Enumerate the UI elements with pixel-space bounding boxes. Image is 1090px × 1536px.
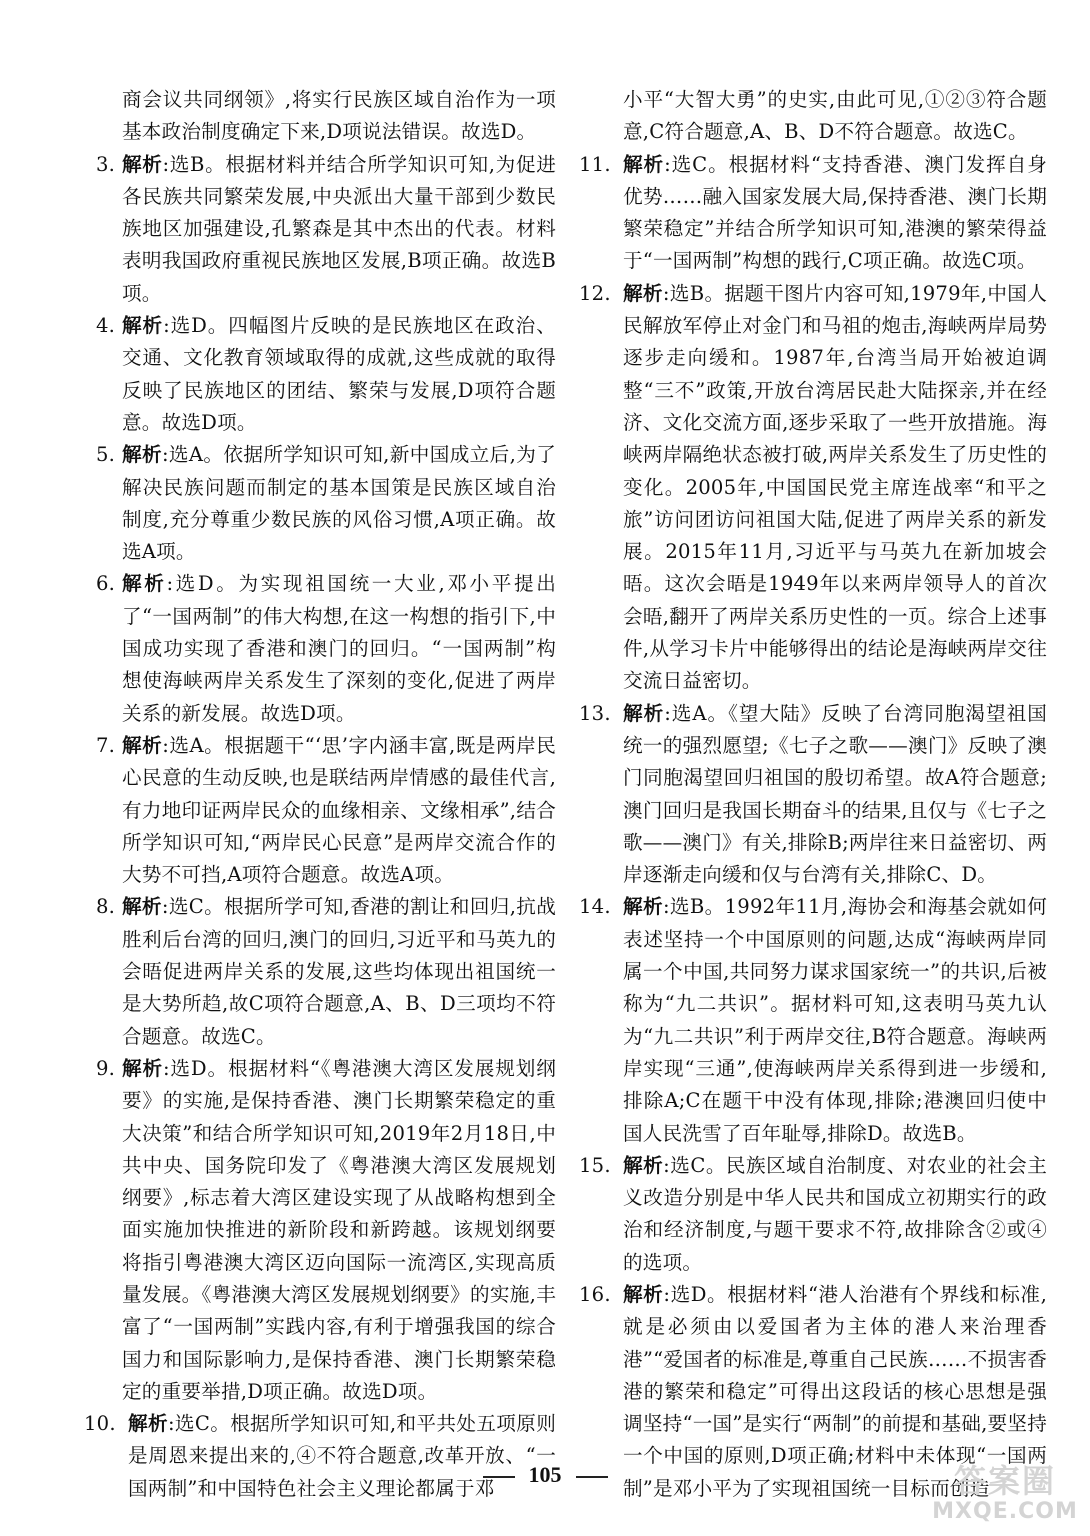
answer-text: :选D。根据材料“《粤港澳大湾区发展规划纲要》的实施,是保持香港、澳门长期繁荣稳定的重大决策”和结合所学知识可知,2019年2月18日,中共中央、国务院印发了《粤港澳大湾区发展规划纲要》,标志着大湾区建设实现了从战略构想到全面实施加快推进的新阶段和新跨越。该规划纲要将指引粤港澳大湾区迈向国际一流湾区,实现高质量发展。《粤港澳大湾区发展规划纲要》的实施,丰富了“一国两制”实践内容,有利于增强我国的综合国力和国际影响力,是保持香港、澳门长期繁荣稳定的重要举措,D项正确。故选D项。 bbox=[122, 1056, 556, 1403]
analysis-label: 解析 bbox=[623, 1153, 664, 1177]
answer-text: :选B。据题干图片内容可知,1979年,中国人民解放军停止对金门和马祖的炮击,海峡两岸局势逐步走向缓和。1987年,台湾当局开始被迫调整“三不”政策,开放台湾居民赴大陆探亲,并在经济、文化交流方面,逐步采取了一些开放措施。海峡两岸隔绝状态被打破,两岸关系发生了历史性的变化。2005年,中国国民党主席连战率“和平之旅”访问团访问祖国大陆,促进了两岸关系的新发展。2015年11月,习近平与马英九在新加坡会晤。这次会晤是1949年以来两岸领导人的首次会晤,翻开了两岸关系历史性的一页。综合上述事件,从学习卡片中能够得出的结论是海峡两岸交往交流日益密切。 bbox=[623, 281, 1048, 693]
answer-text: :选D。为实现祖国统一大业,邓小平提出了“一国两制”的伟大构想,在这一构想的指引下,中国成功实现了香港和澳门的回归。“一国两制”构想使海峡两岸关系发生了深刻的变化,促进了两岸关系的新发展。故选D项。 bbox=[122, 572, 556, 725]
question-number: 11. bbox=[579, 152, 611, 176]
analysis-label: 解析 bbox=[122, 443, 162, 467]
analysis-label: 解析 bbox=[122, 314, 164, 338]
answer-text: :选B。根据材料并结合所学知识可知,为促进各民族共同繁荣发展,中央派出大量干部到少数民族地区加强建设,孔繁森是其中杰出的代表。材料表明我国政府重视民族地区发展,B项正确。故选B项。 bbox=[122, 152, 556, 305]
answer-text: :选C。根据所学知识可知,和平共处五项原则是周恩来提出来的,④不符合题意,改革开放、“一国两制”和中国特色社会主义理论都属于邓 bbox=[128, 1412, 556, 1500]
analysis-label: 解析 bbox=[128, 1412, 168, 1436]
answer-text: :选C。根据所学可知,香港的割让和回归,抗战胜利后台湾的回归,澳门的回归,习近平和马英九的会晤促进两岸关系的发展,这些均体现出祖国统一是大势所趋,故C项符合题意,A、B、D三项均不符合题意。故选C。 bbox=[122, 895, 556, 1048]
analysis-label: 解析 bbox=[122, 895, 162, 919]
analysis-label: 解析 bbox=[122, 733, 163, 757]
answer-item bbox=[591, 84, 1047, 149]
left-column bbox=[84, 84, 556, 1505]
question-number: 3. bbox=[96, 152, 116, 176]
watermark-url: MXQE.COM bbox=[932, 1499, 1078, 1524]
question-number: 10. bbox=[84, 1412, 116, 1436]
footer-dash-left bbox=[483, 1476, 515, 1478]
question-number: 8. bbox=[96, 895, 116, 919]
question-number: 4. bbox=[96, 314, 116, 338]
question-number: 7. bbox=[96, 733, 116, 757]
question-number: 14. bbox=[579, 895, 611, 919]
question-number: 12. bbox=[579, 281, 611, 305]
answer-text: 小平“大智大勇”的史实,由此可见,①②③符合题意,C符合题意,A、B、D不符合题意。故选C。 bbox=[623, 88, 1047, 144]
answer-item bbox=[579, 149, 1047, 278]
analysis-label: 解析 bbox=[623, 701, 665, 725]
answer-item bbox=[84, 1408, 556, 1505]
question-number: 13. bbox=[579, 701, 611, 725]
answer-text: :选A。《望大陆》反映了台湾同胞渴望祖国统一的强烈愿望;《七子之歌——澳门》反映了澳门同胞渴望回归祖国的殷切希望。故A符合题意;澳门回归是我国长期奋斗的结果,且仅与《七子之歌——澳门》有关,排除B;两岸往来日益密切、两岸逐渐走向缓和仅与台湾有关,排除C、D。 bbox=[623, 701, 1047, 887]
answer-item bbox=[579, 891, 1047, 1149]
analysis-label: 解析 bbox=[122, 1056, 163, 1080]
answer-item bbox=[96, 149, 556, 310]
question-number: 15. bbox=[579, 1153, 611, 1177]
right-column bbox=[579, 84, 1048, 1505]
analysis-label: 解析 bbox=[623, 281, 663, 305]
answer-item bbox=[579, 1150, 1047, 1279]
answer-text: :选C。民族区域自治制度、对农业的社会主义改造分别是中华人民共和国成立初期实行的政治和经济制度,与题干要求不符,故排除含②或④的选项。 bbox=[623, 1153, 1047, 1274]
answer-text: :选D。四幅图片反映的是民族地区在政治、交通、文化教育领域取得的成就,这些成就的取得反映了民族地区的团结、繁荣与发展,D项符合题意。故选D项。 bbox=[122, 314, 556, 434]
answer-item bbox=[96, 439, 556, 568]
answer-text: :选B。1992年11月,海协会和海基会就如何表述坚持一个中国原则的问题,达成“海峡两岸同属一个中国,共同努力谋求国家统一”的共识,后被称为“九二共识”。据材料可知,这表明马英九认为“九二共识”利于两岸交往,B符合题意。海峡两岸实现“三通”,使海峡两岸关系得到进一步缓和,排除A;C在题干中没有体现,排除;港澳回归使中国人民洗雪了百年耻辱,排除D。故选B。 bbox=[623, 895, 1047, 1145]
watermark-logo-text: 答案圈 bbox=[953, 1462, 1056, 1500]
analysis-label: 解析 bbox=[623, 895, 663, 919]
answer-text: :选C。根据材料“支持香港、澳门发挥自身优势……融入国家发展大局,保持香港、澳门长期繁荣稳定”并结合所学知识可知,港澳的繁荣得益于“一国两制”构想的践行,C项正确。故选C项。 bbox=[623, 152, 1047, 273]
site-watermark bbox=[930, 1462, 1080, 1530]
answer-text: 商会议共同纲领》,将实行民族区域自治作为一项基本政治制度确定下来,D项说法错误。故选D。 bbox=[122, 88, 556, 144]
analysis-label: 解析 bbox=[623, 152, 665, 176]
answer-text: :选A。依据所学知识可知,新中国成立后,为了解决民族问题而制定的基本国策是民族区域自治制度,充分尊重少数民族的风俗习惯,A项正确。故选A项。 bbox=[122, 443, 556, 564]
analysis-label: 解析 bbox=[122, 572, 167, 596]
answer-item bbox=[96, 310, 556, 439]
page-number: 105 bbox=[528, 1462, 562, 1487]
page-footer bbox=[0, 1462, 1090, 1488]
question-number: 6. bbox=[96, 572, 116, 596]
answer-item bbox=[96, 84, 556, 149]
answer-item bbox=[96, 730, 556, 891]
answer-text: :选A。根据题干“‘思’字内涵丰富,既是两岸民心民意的生动反映,也是联结两岸情感的最佳代言,有力地印证两岸民众的血缘相亲、文缘相承”,结合所学知识可知,“两岸民心民意”是两岸交流合作的大势不可挡,A项符合题意。故选A项。 bbox=[122, 733, 556, 887]
question-number: 5. bbox=[96, 443, 116, 467]
answer-item bbox=[579, 278, 1048, 698]
question-number: 16. bbox=[579, 1282, 611, 1306]
answer-item bbox=[96, 891, 556, 1052]
footer-dash-right bbox=[576, 1476, 608, 1478]
answer-item bbox=[96, 1053, 556, 1408]
answer-text: :选D。根据材料“港人治港有个界线和标准,就是必须由以爱国者为主体的港人来治理香港”“爱国者的标准是,尊重自己民族……不损害香港的繁荣和稳定”可得出这段话的核心思想是强调坚持“一国”是实行“两制”的前提和基础,要坚持一个中国的原则,D项正确;材料中未体现“一国两制”是邓小平为了实现祖国统一目标而创造 bbox=[623, 1282, 1047, 1500]
analysis-label: 解析 bbox=[122, 152, 163, 176]
analysis-label: 解析 bbox=[623, 1282, 664, 1306]
answer-item bbox=[96, 568, 556, 729]
question-number: 9. bbox=[96, 1056, 116, 1080]
answer-item bbox=[579, 698, 1047, 892]
